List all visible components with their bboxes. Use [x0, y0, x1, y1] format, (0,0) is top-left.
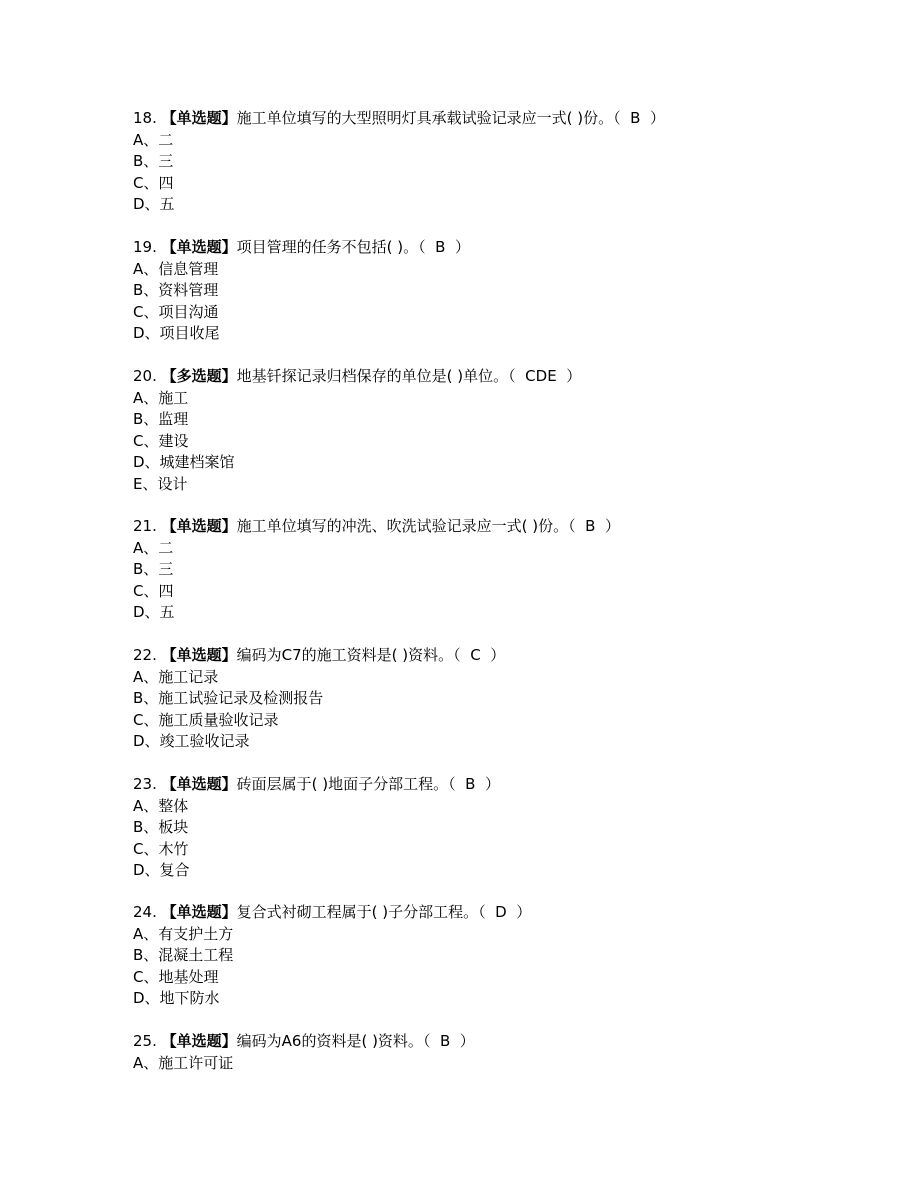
question-stem — [133, 1031, 893, 1053]
option-c: C、施工质量验收记录 — [133, 710, 279, 729]
question-number: 21. — [133, 517, 157, 535]
option-d: D、城建档案馆 — [133, 453, 235, 471]
question-number: 19. — [133, 238, 157, 256]
option-a: A、信息管理 — [133, 259, 219, 278]
question-type-tag: 【单选题】 — [161, 775, 237, 793]
option-a: A、二 — [133, 130, 174, 149]
option-b: B、监理 — [133, 410, 189, 428]
option-d: D、竣工验收记录 — [133, 732, 250, 750]
option-d: D、地下防水 — [133, 989, 220, 1007]
option-c: C、木竹 — [133, 839, 189, 858]
option-d: D、五 — [133, 603, 175, 621]
question-stem — [133, 516, 893, 538]
question-text: 地基钎探记录归档保存的单位是( )单位。 — [236, 367, 509, 385]
question-stem — [133, 108, 893, 130]
answer-key: （ B ） — [613, 109, 666, 127]
option-c: C、四 — [133, 581, 174, 600]
question-stem — [133, 902, 893, 924]
option-c: C、地基处理 — [133, 967, 219, 986]
question-number: 22. — [133, 646, 157, 664]
option-d: D、复合 — [133, 861, 190, 879]
question-text: 施工单位填写的大型照明灯具承载试验记录应一式( )份。 — [236, 109, 614, 127]
question-23 — [133, 774, 893, 882]
question-stem — [133, 237, 893, 259]
question-type-tag: 【单选题】 — [161, 1032, 237, 1050]
option-c: C、建设 — [133, 431, 189, 450]
question-20 — [133, 366, 893, 495]
option-b: B、施工试验记录及检测报告 — [133, 689, 324, 707]
question-type-tag: 【单选题】 — [161, 517, 237, 535]
question-25 — [133, 1031, 893, 1074]
option-a: A、二 — [133, 538, 174, 557]
option-a: A、施工许可证 — [133, 1053, 234, 1072]
question-24 — [133, 902, 893, 1010]
question-text: 复合式衬砌工程属于( )子分部工程。 — [236, 903, 479, 921]
question-22 — [133, 645, 893, 753]
question-18 — [133, 108, 893, 216]
question-number: 23. — [133, 775, 157, 793]
question-type-tag: 【单选题】 — [161, 109, 237, 127]
question-number: 20. — [133, 367, 157, 385]
option-b: B、三 — [133, 560, 174, 578]
answer-key: （ B ） — [418, 238, 471, 256]
answer-key: （ B ） — [568, 517, 621, 535]
question-stem — [133, 774, 893, 796]
option-a: A、施工记录 — [133, 667, 219, 686]
answer-key: （ CDE ） — [508, 367, 582, 385]
answer-key: （ C ） — [453, 646, 506, 664]
question-number: 25. — [133, 1032, 157, 1050]
option-b: B、三 — [133, 152, 174, 170]
answer-key: （ B ） — [448, 775, 501, 793]
question-number: 18. — [133, 109, 157, 127]
option-b: B、混凝土工程 — [133, 946, 234, 964]
question-number: 24. — [133, 903, 157, 921]
question-text: 砖面层属于( )地面子分部工程。 — [236, 775, 449, 793]
question-type-tag: 【多选题】 — [161, 367, 237, 385]
option-d: D、项目收尾 — [133, 324, 220, 342]
question-type-tag: 【单选题】 — [161, 903, 237, 921]
option-b: B、板块 — [133, 818, 189, 836]
option-d: D、五 — [133, 195, 175, 213]
answer-key: （ D ） — [478, 903, 532, 921]
question-19 — [133, 237, 893, 345]
question-type-tag: 【单选题】 — [161, 238, 237, 256]
option-a: A、整体 — [133, 796, 189, 815]
question-text: 施工单位填写的冲洗、吹洗试验记录应一式( )份。 — [236, 517, 569, 535]
question-stem — [133, 366, 893, 388]
option-c: C、四 — [133, 173, 174, 192]
option-c: C、项目沟通 — [133, 302, 219, 321]
option-a: A、施工 — [133, 388, 189, 407]
question-stem — [133, 645, 893, 667]
question-type-tag: 【单选题】 — [161, 646, 237, 664]
question-text: 项目管理的任务不包括( )。 — [236, 238, 419, 256]
answer-key: （ B ） — [422, 1032, 475, 1050]
option-e: E、设计 — [133, 474, 188, 493]
question-text: 编码为A6的资料是( )资料。 — [236, 1032, 423, 1050]
option-a: A、有支护土方 — [133, 924, 234, 943]
question-text: 编码为C7的施工资料是( )资料。 — [236, 646, 454, 664]
question-21 — [133, 516, 893, 624]
option-b: B、资料管理 — [133, 281, 219, 299]
